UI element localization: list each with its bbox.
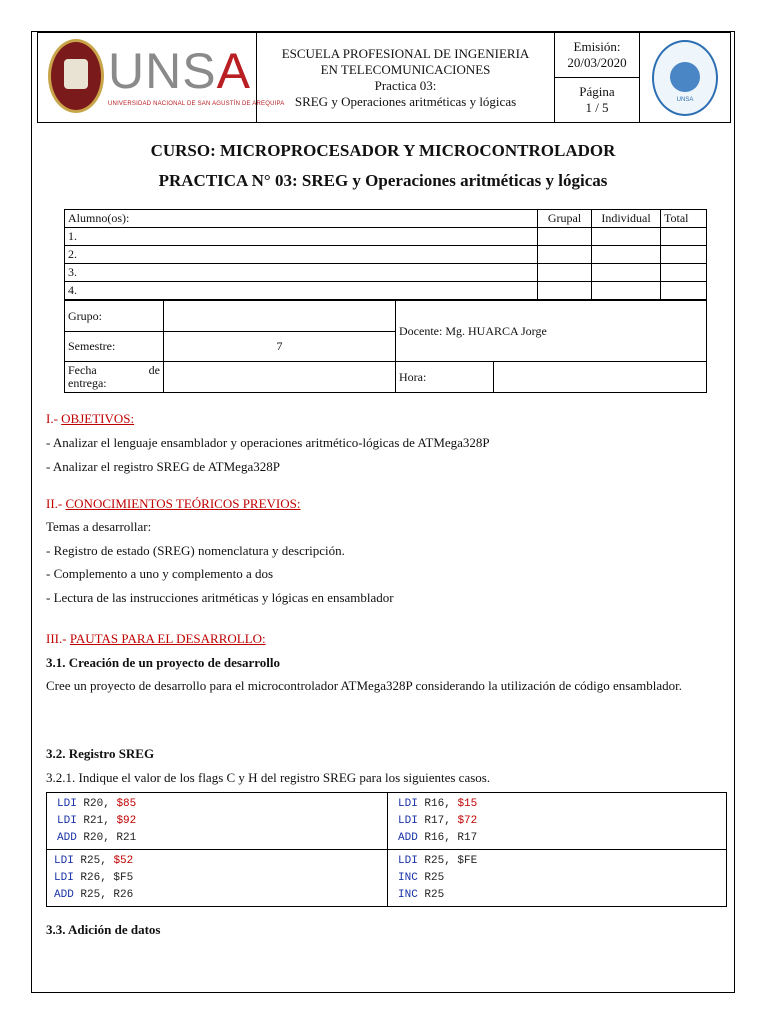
- code-block-b: [388, 793, 727, 850]
- unsa-logo-subtitle: UNIVERSIDAD NACIONAL DE SAN AGUSTÍN DE AREQUIPA: [108, 100, 285, 107]
- unsa-logo-text: [108, 43, 251, 99]
- university-seal-icon: [48, 39, 104, 113]
- individual-cell[interactable]: [592, 228, 661, 246]
- individual-cell[interactable]: [592, 264, 661, 282]
- code-line: [398, 853, 726, 870]
- practice-line: Practica 03:: [374, 77, 437, 93]
- semestre-label: Semestre:: [65, 332, 164, 362]
- list-item: - Analizar el lenguaje ensamblador y operaciones aritmético-lógicas de ATMega328P: [46, 435, 490, 450]
- code-block-c: [47, 850, 388, 907]
- emission-label: Emisión:: [573, 39, 621, 54]
- total-cell[interactable]: [661, 246, 707, 264]
- individual-cell[interactable]: [592, 246, 661, 264]
- document-header: [37, 32, 731, 123]
- unsa-logo-cell: [38, 33, 285, 123]
- immediate: $92: [116, 815, 137, 827]
- section-title: OBJETIVOS:: [61, 411, 135, 426]
- docente: Docente: Mg. HUARCA Jorge: [396, 301, 707, 362]
- de-word: de: [148, 363, 160, 377]
- subsection-3-2-title: 3.2. Registro SREG: [46, 746, 155, 761]
- fecha-value[interactable]: [164, 362, 396, 393]
- emission-date: 20/03/2020: [567, 55, 627, 70]
- table-row: [65, 264, 707, 282]
- operands: R16,: [424, 798, 458, 810]
- school-line-2: EN TELECOMUNICACIONES: [320, 61, 491, 77]
- students-header: Alumno(os):: [65, 210, 538, 228]
- list-item: - Lectura de las instrucciones aritméticas y lógicas en ensamblador: [46, 590, 394, 605]
- operands: R25: [424, 872, 445, 884]
- operands: R26, $F5: [80, 872, 134, 884]
- operands: R25, R26: [80, 889, 134, 901]
- school-info-cell: [257, 33, 555, 123]
- students-header-row: [65, 210, 707, 228]
- page-value: 1 / 5: [585, 100, 609, 115]
- hora-label: Hora:: [396, 362, 494, 393]
- code-line: [398, 887, 726, 904]
- immediate: $72: [457, 815, 478, 827]
- table-row: [65, 228, 707, 246]
- students-table: [64, 209, 707, 300]
- practice-title: SREG y Operaciones aritméticas y lógicas: [294, 93, 517, 109]
- col-grupal: Grupal: [538, 210, 592, 228]
- total-cell[interactable]: [661, 228, 707, 246]
- operands: R20,: [83, 798, 117, 810]
- unsa-logo-accent-letter: A: [216, 42, 251, 99]
- code-line: [54, 887, 387, 904]
- code-block-a: [47, 793, 388, 850]
- opcode: ADD: [57, 832, 77, 844]
- student-row-label: 3.: [65, 264, 538, 282]
- code-line: [398, 813, 726, 830]
- section-conocimientos-heading: [46, 496, 301, 512]
- list-item: - Complemento a uno y complemento a dos: [46, 566, 274, 581]
- opcode: LDI: [54, 855, 74, 867]
- immediate: $52: [113, 855, 134, 867]
- opcode: ADD: [398, 832, 418, 844]
- list-item: - Analizar el registro SREG de ATMega328P: [46, 459, 280, 474]
- section-title: PAUTAS PARA EL DESARROLLO:: [69, 631, 266, 646]
- grupal-cell[interactable]: [538, 228, 592, 246]
- code-block-d: [388, 850, 727, 907]
- opcode: LDI: [398, 815, 418, 827]
- opcode: LDI: [398, 855, 418, 867]
- semestre-value: 7: [164, 332, 396, 362]
- individual-cell[interactable]: [592, 282, 661, 300]
- emission-cell: [555, 33, 640, 78]
- operands: R25: [424, 889, 445, 901]
- grupo-label: Grupo:: [65, 301, 164, 332]
- opcode: INC: [398, 889, 418, 901]
- operands: R25,: [80, 855, 114, 867]
- code-line: [57, 796, 387, 813]
- operands: R20, R21: [83, 832, 137, 844]
- section-number: II.-: [46, 496, 66, 511]
- subsection-3-1-title: 3.1. Creación de un proyecto de desarrollo: [46, 655, 280, 670]
- code-line: [57, 830, 387, 847]
- section-number: I.-: [46, 411, 62, 426]
- col-total: Total: [661, 210, 707, 228]
- col-individual: Individual: [592, 210, 661, 228]
- practice-heading: PRACTICA N° 03: SREG y Operaciones aritméticas y lógicas: [158, 171, 608, 190]
- code-line: [398, 796, 726, 813]
- code-line: [398, 870, 726, 887]
- immediate: $15: [457, 798, 478, 810]
- opcode: LDI: [398, 798, 418, 810]
- student-row-label: 2.: [65, 246, 538, 264]
- school-logo-cell: [640, 33, 731, 123]
- operands: R21,: [83, 815, 117, 827]
- student-row-label: 4.: [65, 282, 538, 300]
- page-label: Página: [579, 84, 615, 99]
- section-number: III.-: [46, 631, 70, 646]
- unsa-logo-word: UNSA: [108, 42, 251, 99]
- table-row: [65, 246, 707, 264]
- operands: R25, $FE: [424, 855, 478, 867]
- fecha-label: [65, 362, 164, 393]
- section-title: CONOCIMIENTOS TEÓRICOS PREVIOS:: [65, 496, 301, 511]
- subsection-3-2-text: 3.2.1. Indique el valor de los flags C y H del registro SREG para los siguientes casos.: [46, 770, 491, 785]
- page-cell: [555, 78, 640, 123]
- operands: R16, R17: [424, 832, 478, 844]
- course-title: CURSO: MICROPROCESADOR Y MICROCONTROLADOR: [150, 141, 616, 160]
- opcode: ADD: [54, 889, 74, 901]
- fecha-word: Fecha: [68, 363, 97, 377]
- code-line: [57, 813, 387, 830]
- school-logo-text: UNSA: [676, 96, 694, 103]
- section-objetivos-heading: [46, 411, 134, 427]
- opcode: LDI: [54, 872, 74, 884]
- info-table: [64, 300, 707, 393]
- operands: R17,: [424, 815, 458, 827]
- grupal-cell[interactable]: [538, 246, 592, 264]
- table-row: [65, 282, 707, 300]
- student-row-label: 1.: [65, 228, 538, 246]
- code-line: [54, 853, 387, 870]
- opcode: LDI: [57, 798, 77, 810]
- list-item: - Registro de estado (SREG) nomenclatura y descripción.: [46, 543, 345, 558]
- code-line: [398, 830, 726, 847]
- subsection-3-3-title: 3.3. Adición de datos: [46, 922, 161, 937]
- subsection-3-1-text: Cree un proyecto de desarrollo para el microcontrolador ATMega328P considerando la utilización de código ensamblador.: [46, 678, 682, 693]
- opcode: LDI: [57, 815, 77, 827]
- entrega-word: entrega:: [68, 376, 107, 390]
- code-table: [46, 792, 727, 907]
- immediate: $85: [116, 798, 137, 810]
- opcode: INC: [398, 872, 418, 884]
- code-line: [54, 870, 387, 887]
- grupal-cell[interactable]: [538, 282, 592, 300]
- grupal-cell[interactable]: [538, 264, 592, 282]
- total-cell[interactable]: [661, 264, 707, 282]
- temas-intro: Temas a desarrollar:: [46, 519, 152, 534]
- section-pautas-heading: [46, 631, 266, 647]
- school-logo-icon: [652, 40, 718, 116]
- grupo-value[interactable]: [164, 301, 396, 332]
- total-cell[interactable]: [661, 282, 707, 300]
- hora-value[interactable]: [494, 362, 707, 393]
- school-line-1: ESCUELA PROFESIONAL DE INGENIERIA: [281, 45, 530, 61]
